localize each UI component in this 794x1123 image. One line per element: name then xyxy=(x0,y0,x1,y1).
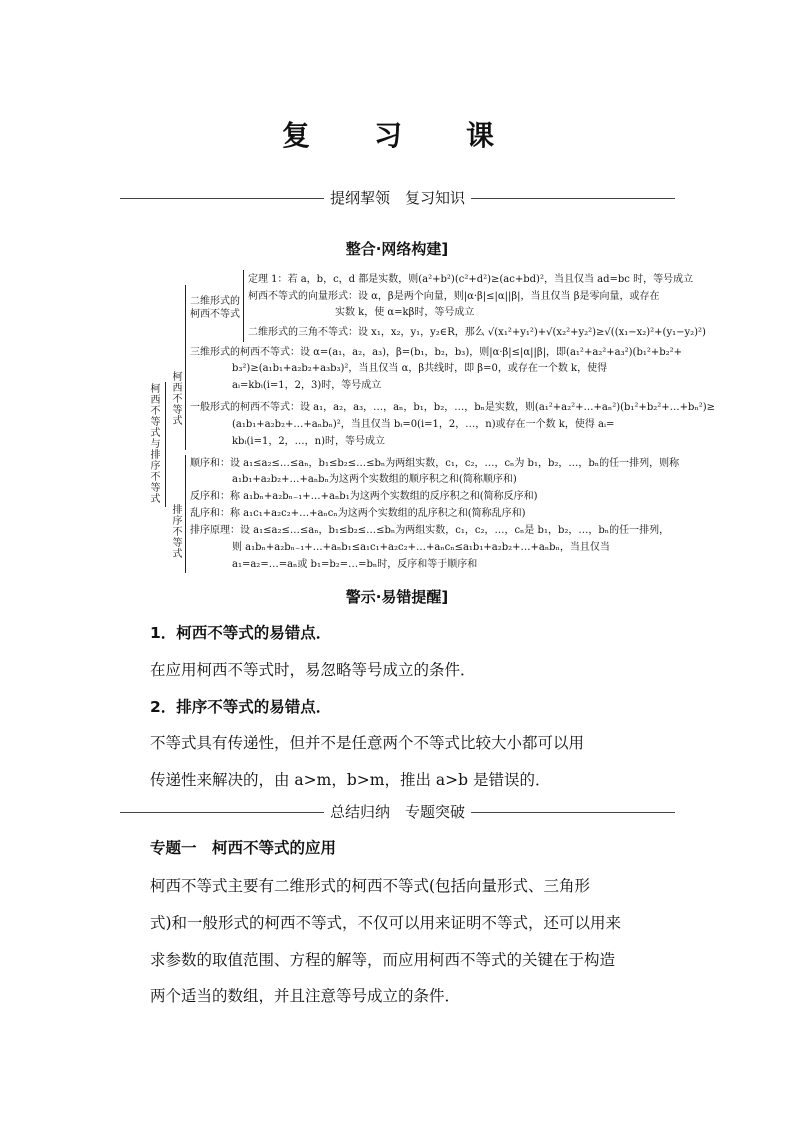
warning-1-title: 1．柯西不等式的易错点． xyxy=(150,624,332,642)
three-dim-1: 三维形式的柯西不等式：设 α=(a₁，a₂，a₃)，β=(b₁，b₂，b₃)，则|α·β|≤|α||β|，即(a₁²+a₂²+a₃²)(b₁²+b₂²+ xyxy=(190,347,683,358)
vector-form-2: 实数 k，使 α=kβ时，等号成立 xyxy=(335,307,475,318)
reverse-sum: 反序和：称 a₁bₙ+a₂bₙ₋₁+…+aₙb₁为这两个实数组的反序积之和(简称反序和) xyxy=(190,491,538,502)
theorem-1: 定理 1：若 a，b，c，d 都是实数，则(a²+b²)(c²+d²)≥(ac+bd)²，当且仅当 ad=bc 时，等号成立 xyxy=(248,274,694,285)
warning-1-body: 在应用柯西不等式时，易忽略等号成立的条件． xyxy=(150,661,476,679)
three-dim-3: aᵢ=kbᵢ(i=1，2，3)时，等号成立 xyxy=(232,380,382,391)
random-sum: 乱序和：称 a₁c₁+a₂c₂+…+aₙcₙ为这两个实数组的乱序积之和(简称乱序和) xyxy=(190,508,526,519)
warning-2-body-1: 不等式具有传递性，但并不是任意两个不等式比较大小都可以用 xyxy=(150,734,585,752)
warning-2-title: 2．排序不等式的易错点． xyxy=(150,698,332,716)
network-heading: 整合·网络构建] xyxy=(345,240,449,258)
topic-body-4: 两个适当的数组，并且注意等号成立的条件． xyxy=(150,987,461,1005)
section-divider-summary xyxy=(120,801,675,823)
triangle-form: 二维形式的三角不等式：设 x₁，x₂，y₁，y₂∈R，那么 √(x₁²+y₁²)+√(x₂²+y₂²)≥√((x₁−x₂)²+(y₁−y₂)²) xyxy=(248,327,706,338)
topic-body-2: 式)和一般形式的柯西不等式，不仅可以用来证明不等式，还可以用来 xyxy=(150,914,622,932)
section-label: 总结归纳 专题突破 xyxy=(324,803,471,821)
warning-heading: 警示·易错提醒] xyxy=(345,588,449,606)
mindmap-root: 柯西不等式与排序不等式 xyxy=(150,384,161,505)
principle-3: a₁=a₂=…=aₙ或 b₁=b₂=…=bₙ时，反序和等于顺序和 xyxy=(232,559,478,570)
principle-2: 则 a₁bₙ+a₂bₙ₋₁+…+aₙb₁≤a₁c₁+a₂c₂+…+aₙcₙ≤a₁b₁+a₂b₂+…+aₙbₙ，当且仅当 xyxy=(232,542,610,553)
general-3: kbᵢ(i=1，2，…，n)时，等号成立 xyxy=(232,436,386,447)
branch-cauchy: 柯西不等式 xyxy=(172,372,183,427)
principle-1: 排序原理：设 a₁≤a₂≤…≤aₙ，b₁≤b₂≤…≤bₙ为两组实数，c₁，c₂，…，cₙ是 b₁，b₂，…，bₙ的任一排列， xyxy=(190,525,670,536)
ordered-sum-1: 顺序和：设 a₁≤a₂≤…≤aₙ，b₁≤b₂≤…≤bₙ为两组实数，c₁，c₂，…，cₙ为 b₁，b₂，…，bₙ的任一排列，则称 xyxy=(190,458,680,469)
branch-sort: 排序不等式 xyxy=(172,505,183,560)
page-title: 复 习 课 xyxy=(281,119,512,152)
topic-body-3: 求参数的取值范围、方程的解等，而应用柯西不等式的关键在于构造 xyxy=(150,951,616,969)
root-brace xyxy=(165,382,172,507)
general-1: 一般形式的柯西不等式：设 a₁，a₂，a₃，…，aₙ，b₁，b₂，…，bₙ是实数，则(a₁²+a₂²+…+aₙ²)(b₁²+b₂²+…+bₙ²)≥ xyxy=(190,402,716,413)
three-dim-2: b₃²)≥(a₁b₁+a₂b₂+a₃b₃)²，当且仅当 α，β共线时，即 β=0，或存在一个数 k，使得 xyxy=(232,363,608,374)
two-dim-label: 二维形式的 xyxy=(190,296,240,307)
two-dim-label-2: 柯西不等式 xyxy=(190,309,240,320)
vector-form-1: 柯西不等式的向量形式：设 α，β是两个向量，则|α·β|≤|α||β|，当且仅当 β是零向量，或存在 xyxy=(248,291,660,302)
ordered-sum-2: a₁b₁+a₂b₂+…+aₙbₙ为这两个实数组的顺序积之和(简称顺序和) xyxy=(232,474,517,485)
warning-2-body-2: 传递性来解决的，由 a>m，b>m，推出 a>b 是错误的． xyxy=(150,771,551,789)
general-2: (a₁b₁+a₂b₂+…+aₙbₙ)²，当且仅当 bᵢ=0(i=1，2，…，n)或存在一个数 k，使得 aᵢ= xyxy=(232,419,615,430)
section-label: 提纲挈领 复习知识 xyxy=(324,189,471,207)
topic-title: 专题一 柯西不等式的应用 xyxy=(150,839,337,857)
topic-body-1: 柯西不等式主要有二维形式的柯西不等式(包括向量形式、三角形 xyxy=(150,877,591,895)
